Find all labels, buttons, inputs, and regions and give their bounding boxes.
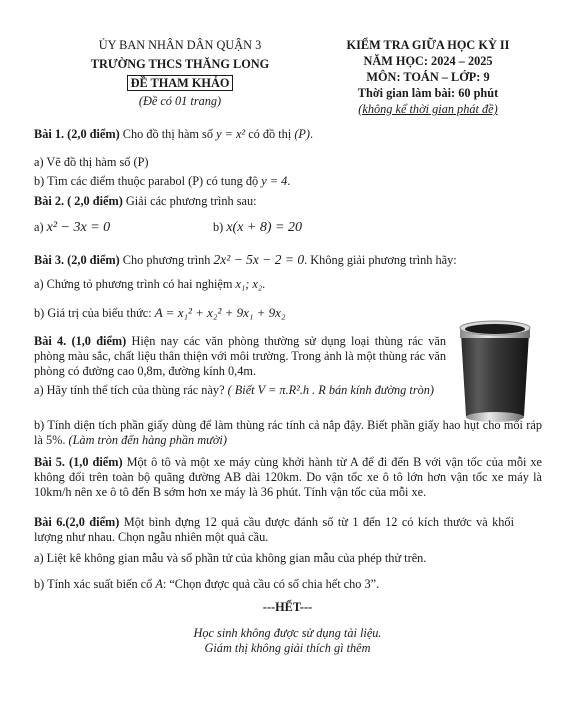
q3-part-b: b) Giá trị của biểu thức: A = x₁² + x₂² + 9x₁ + 9x₂ — [34, 305, 286, 320]
q4-stem: Bài 4. (1,0 điểm) Hiện nay các văn phòng thường sử dụng loại thùng rác văn phòng màu sắc, chất liệu thân thiện với môi trường. Trong ảnh là một thùng rác văn phòng có đường cao 0,8m, đường kính 0,4m. — [34, 334, 446, 379]
time-note: (không kể thời gian phát đề) — [358, 102, 498, 116]
q4-part-a: a) Hãy tính thể tích của thùng rác này? ( Biết V = π.R².h . R bán kính đường tròn) — [34, 383, 435, 397]
q1-part-a: a) Vẽ đồ thị hàm số (P) — [34, 155, 149, 169]
q3-stem: Bài 3. (2,0 điểm) Cho phương trình 2x² − 5x − 2 = 0. Không giải phương trình hãy: — [34, 252, 457, 267]
q3-equation: 2x² − 5x − 2 = 0 — [213, 252, 305, 267]
exam-title: KIỂM TRA GIỮA HỌC KỲ II — [346, 38, 510, 52]
school-year: NĂM HỌC: 2024 – 2025 — [363, 54, 493, 68]
trash-bin-image — [456, 318, 534, 424]
doc-type-badge: ĐỀ THAM KHẢO — [127, 75, 234, 91]
header-right — [318, 38, 538, 117]
q2-stem: Bài 2. ( 2,0 điểm) Giải các phương trình sau: — [34, 194, 257, 208]
q4-part-b: b) Tính diện tích phần giấy dùng để làm thùng rác tính cả nắp đậy. Biết phần giấy hao hụt cho mối ráp là 5%. (Làm tròn đến hàng phần mười) — [34, 418, 542, 448]
end-marker: ---HẾT--- — [262, 600, 313, 614]
q1-part-b: b) Tìm các điểm thuộc parabol (P) có tung độ y = 4. — [34, 174, 291, 188]
q5-stem: Bài 5. (1,0 điểm) Một ô tô và một xe máy cùng khởi hành từ A để đi đến B với vận tốc của mỗi xe không đổi trên toàn bộ quãng đường AB dài 120km. Do vận tốc xe ô tô lớn hơn vận tốc xe máy là 10km/h nên xe ô tô đến B sớm hơn xe máy là 36 phút. Tính vận tốc của mỗi xe. — [34, 455, 543, 500]
q1-stem: Bài 1. (2,0 điểm) Cho đồ thị hàm số y = x² có đồ thị (P). — [34, 127, 314, 141]
school-name: TRƯỜNG THCS THĂNG LONG — [90, 57, 270, 71]
q6-stem: Bài 6.(2,0 điểm) Một bình đựng 12 quả cầu được đánh số từ 1 đến 12 có kích thước và khối lượng như nhau. Chọn ngẫu nhiên một quả cầu. — [34, 515, 514, 545]
footer-note-2: Giám thị không giải thích gì thêm — [204, 641, 371, 655]
footer-note-1: Học sinh không được sử dụng tài liệu. — [193, 626, 382, 640]
subject-line: MÔN: TOÁN – LỚP: 9 — [366, 70, 490, 84]
header-left — [60, 38, 300, 109]
q6-part-b: b) Tính xác suất biến cố A: “Chọn được quả cầu có số chia hết cho 3”. — [34, 577, 380, 591]
q2-part-b: b) x(x + 8) = 20 — [213, 220, 302, 235]
page-count: (Đề có 01 trang) — [138, 94, 222, 108]
org-name: ỦY BAN NHÂN DÂN QUẬN 3 — [98, 38, 262, 52]
trash-bin-icon — [456, 318, 534, 424]
q2-part-a: a) x² − 3x = 0 — [34, 220, 111, 235]
q1-function: y = x² — [216, 127, 246, 141]
time-limit: Thời gian làm bài: 60 phút — [357, 86, 499, 100]
q6-part-a: a) Liệt kê không gian mẫu và số phần tử của không gian mẫu của phép thử trên. — [34, 551, 427, 565]
q3-part-a: a) Chứng tỏ phương trình có hai nghiệm x₁; x₂. — [34, 277, 266, 291]
